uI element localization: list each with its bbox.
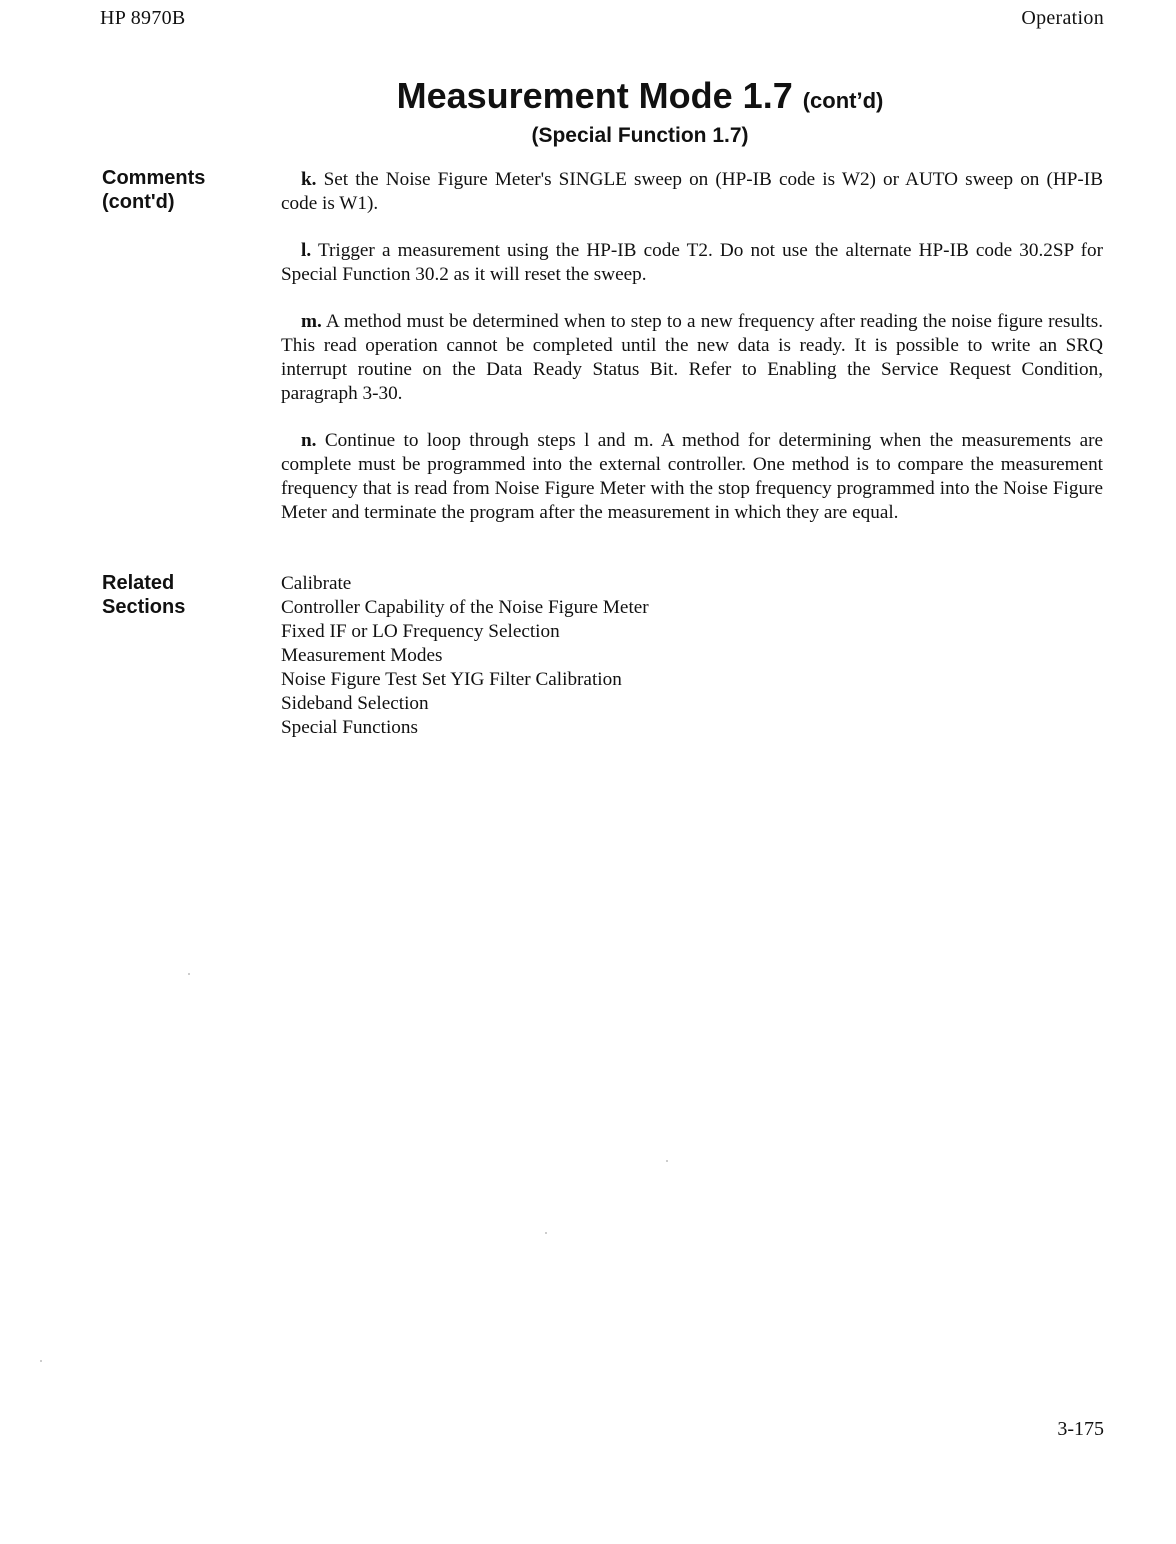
scan-speck [545,1232,547,1234]
title-block [0,74,1176,149]
paragraph-lead: l. [301,240,312,261]
scan-speck [40,1360,42,1362]
header-model: HP 8970B [100,7,186,29]
paragraph-text: Trigger a measurement using the HP-IB code T2. Do not use the alternate HP-IB code 30.2SP for Special Function 30.2 as it will reset the sweep. [281,240,1104,285]
related-item: Noise Figure Test Set YIG Filter Calibration [281,669,622,690]
paragraph-lead: k. [301,169,317,190]
related-label-line1: Related [102,572,175,594]
page-title-suffix: (cont’d) [802,88,884,113]
paragraph-lead: n. [301,430,317,451]
comment-paragraph-l [281,239,1103,287]
comments-label-line1: Comments [102,167,206,189]
comments-label [102,166,205,214]
paragraph-text: Set the Noise Figure Meter's SINGLE sweep on (HP-IB code is W2) or AUTO sweep on (HP-IB code is W1). [281,169,1103,214]
page-title [0,74,1176,123]
related-item: Calibrate [281,573,352,594]
scan-speck [188,973,190,975]
comment-paragraph-m [281,310,1103,406]
related-label-line2: Sections [102,596,186,618]
related-sections-list [281,572,1103,740]
page-subtitle: (Special Function 1.7) [531,124,749,147]
related-item: Sideband Selection [281,693,429,714]
related-item: Special Functions [281,717,418,738]
paragraph-lead: m. [301,311,322,332]
comment-paragraph-n [281,429,1103,525]
related-item: Fixed IF or LO Frequency Selection [281,621,560,642]
paragraph-text: A method must be determined when to step to a new frequency after reading the noise figure results. This read operation cannot be completed until the new data is ready. It is possible to write an SRQ interrupt routine on the Data Ready Status Bit. Refer to Enabling the Service Request Condition, paragraph 3-30. [281,311,1103,404]
comments-label-line2: (cont'd) [102,191,175,213]
page-title-main: Measurement Mode 1.7 [396,75,793,116]
paragraph-text: Continue to loop through steps l and m. A method for determining when the measurements are complete must be programmed into the external controller. One method is to compare the measurement frequency that is read from Noise Figure Meter with the stop frequency programmed into the Noise Figure Meter and terminate the program after the measurement in which they are equal. [281,430,1103,523]
related-item: Controller Capability of the Noise Figure Meter [281,597,649,618]
page-number: 3-175 [1057,1418,1104,1440]
scan-speck [666,1160,668,1162]
comment-paragraph-k [281,168,1103,216]
related-sections-label [102,571,185,619]
related-item: Measurement Modes [281,645,443,666]
header-section: Operation [1021,7,1104,29]
comments-body [281,168,1103,548]
